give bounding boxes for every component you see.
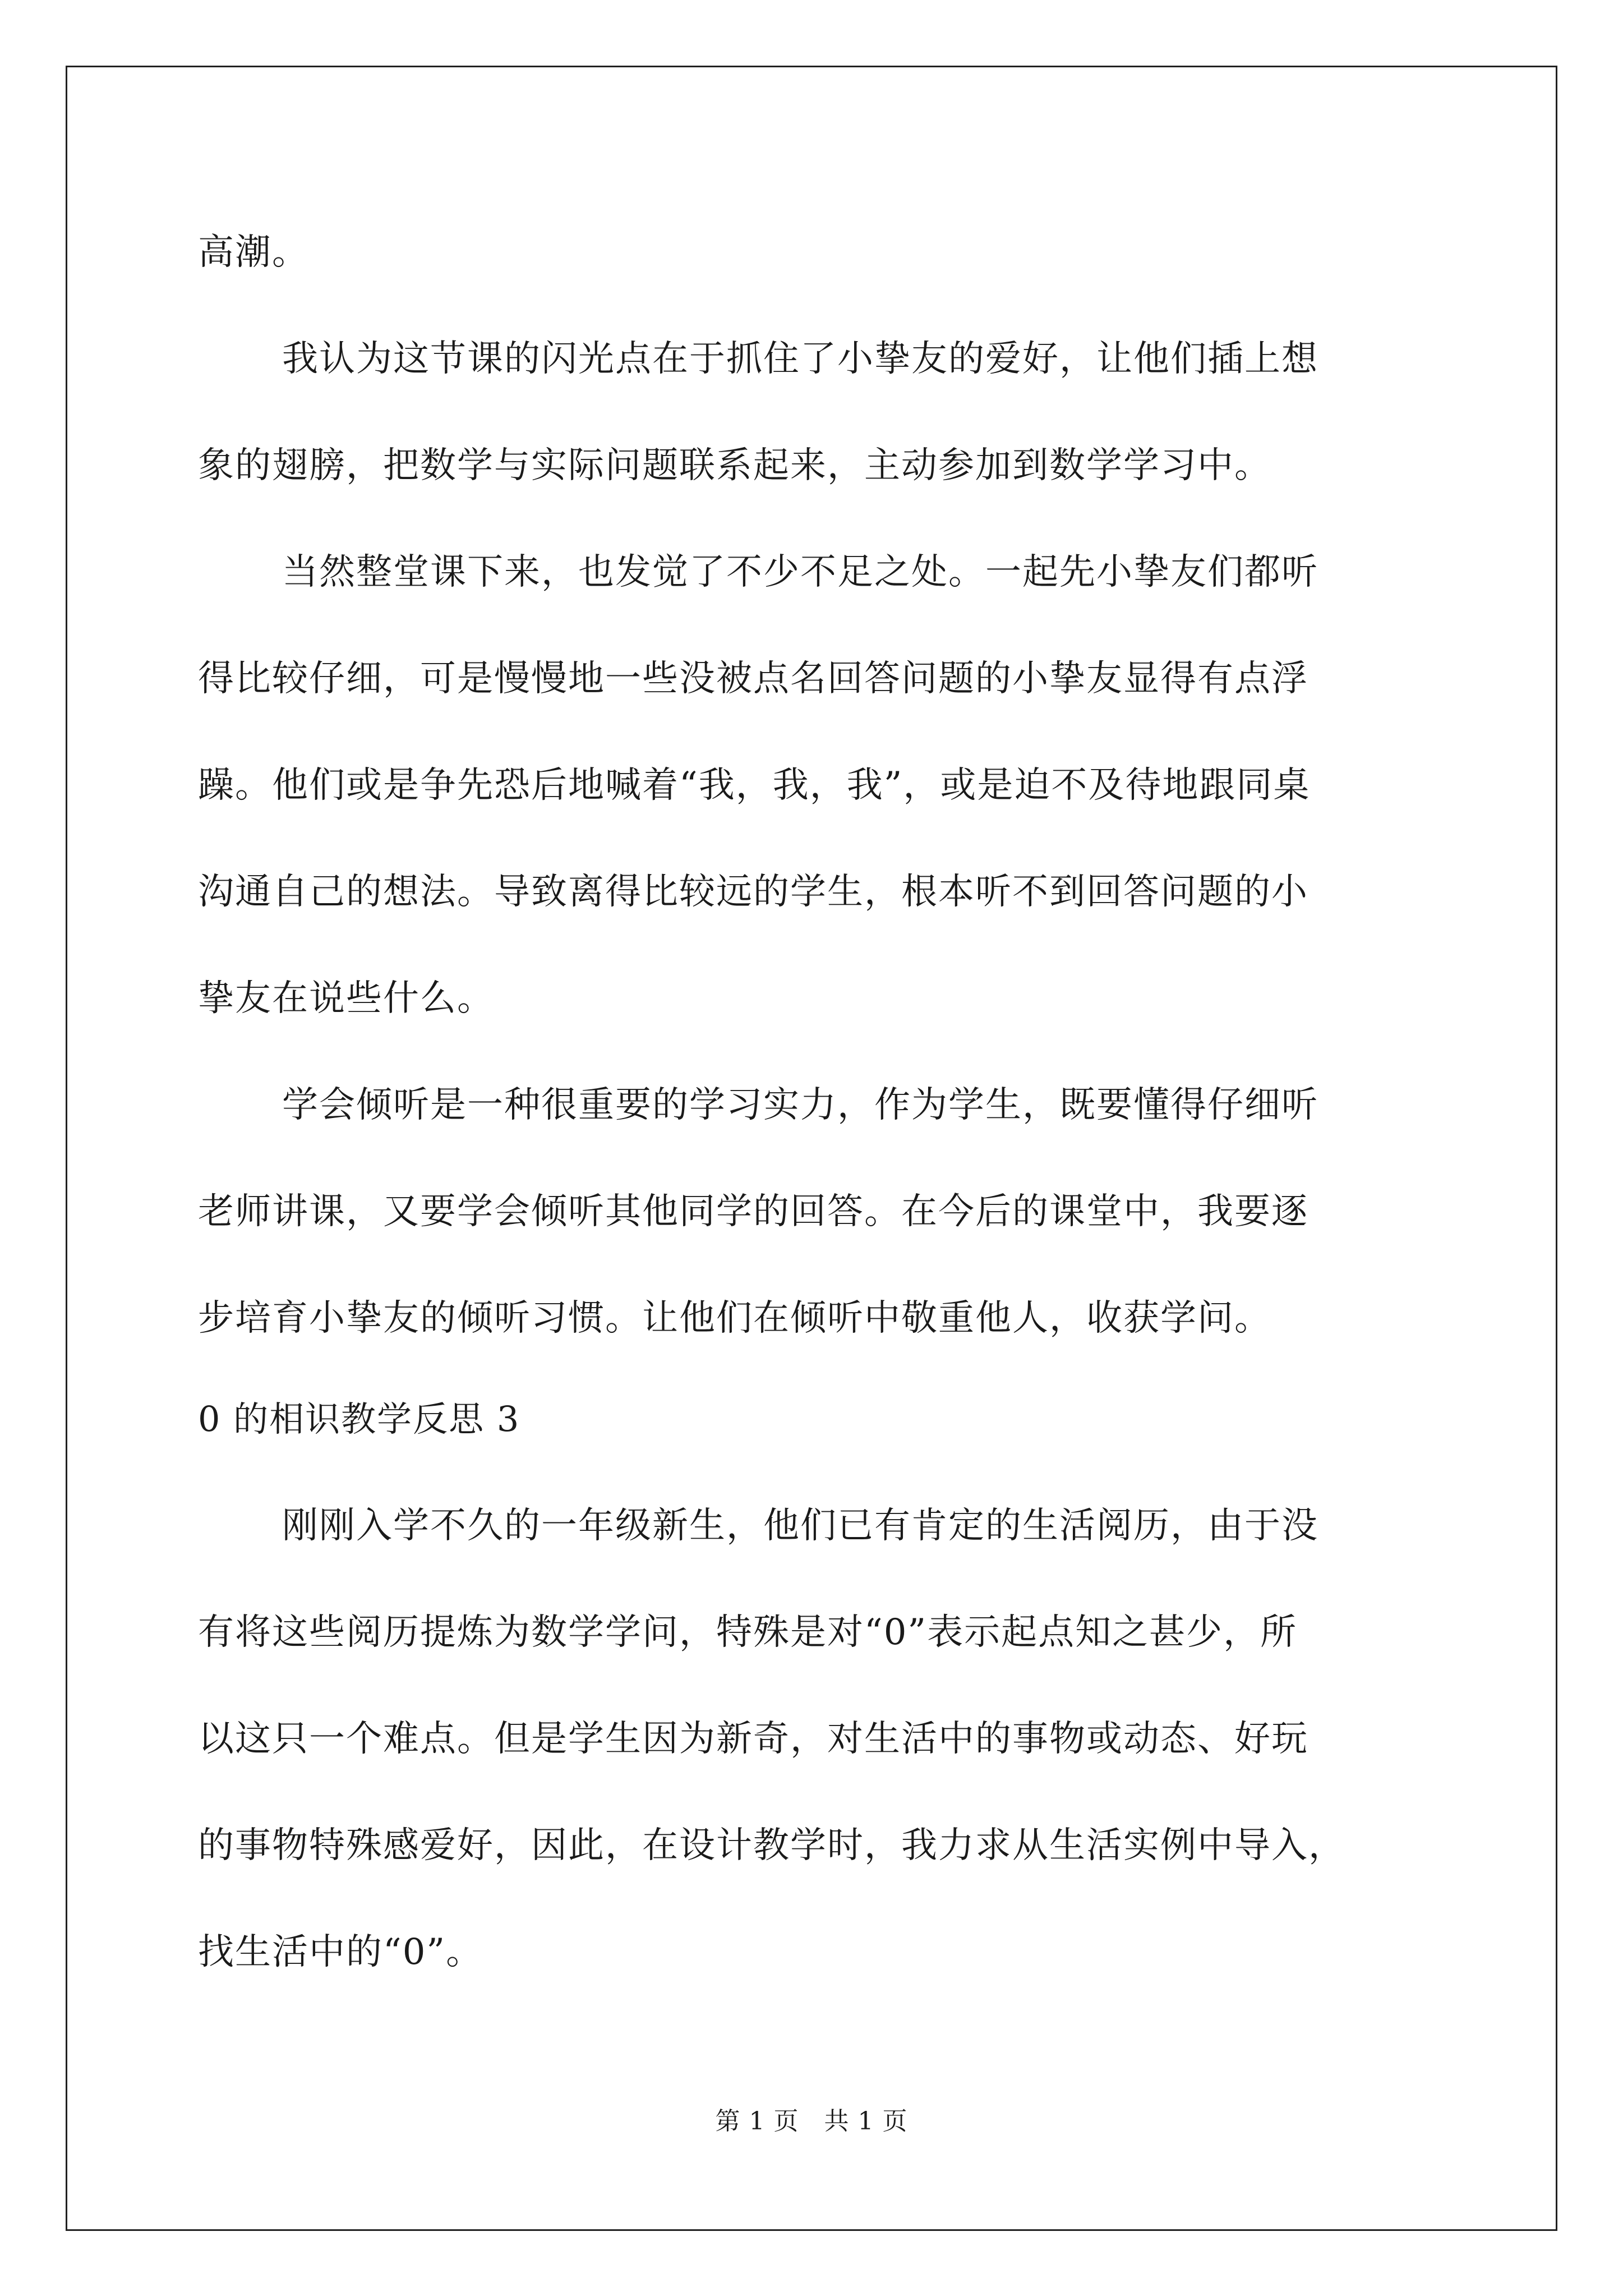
page-border bbox=[66, 66, 1557, 2231]
text-line: 学会倾听是一种很重要的学习实力，作为学生，既要懂得仔细听 bbox=[282, 1084, 1318, 1126]
section-heading: 0 的相识教学反思 3 bbox=[198, 1398, 520, 1439]
text-line: 当然整堂课下来，也发觉了不少不足之处。一起先小挚友们都听 bbox=[282, 551, 1318, 593]
text-line: 步培育小挚友的倾听习惯。让他们在倾听中敬重他人，收获学问。 bbox=[198, 1297, 1271, 1339]
text-line: 的事物特殊感爱好，因此，在设计教学时，我力求从生活实例中导入， bbox=[198, 1825, 1345, 1866]
text-line: 沟通自己的想法。导致离得比较远的学生，根本听不到回答问题的小 bbox=[198, 871, 1308, 913]
page-footer: 第 1 页 共 1 页 bbox=[715, 2107, 908, 2136]
text-line: 象的翅膀，把数学与实际问题联系起来，主动参加到数学学习中。 bbox=[198, 445, 1271, 486]
text-line: 以这只一个难点。但是学生因为新奇，对生活中的事物或动态、好玩 bbox=[198, 1718, 1308, 1760]
text-line: 高潮。 bbox=[198, 232, 309, 273]
text-line: 找生活中的“0”。 bbox=[198, 1931, 483, 1973]
text-line: 挚友在说些什么。 bbox=[198, 978, 494, 1019]
text-line: 老师讲课，又要学会倾听其他同学的回答。在今后的课堂中，我要逐 bbox=[198, 1191, 1308, 1232]
text-line: 躁。他们或是争先恐后地喊着“我，我，我”，或是迫不及待地跟同桌 bbox=[198, 765, 1311, 806]
text-line: 得比较仔细，可是慢慢地一些没被点名回答问题的小挚友显得有点浮 bbox=[198, 658, 1308, 700]
text-line: 刚刚入学不久的一年级新生，他们已有肯定的生活阅历，由于没 bbox=[282, 1505, 1318, 1547]
text-line: 我认为这节课的闪光点在于抓住了小挚友的爱好，让他们插上想 bbox=[282, 338, 1318, 380]
text-line: 有将这些阅历提炼为数学学问，特殊是对“0”表示起点知之甚少，所 bbox=[198, 1612, 1298, 1653]
